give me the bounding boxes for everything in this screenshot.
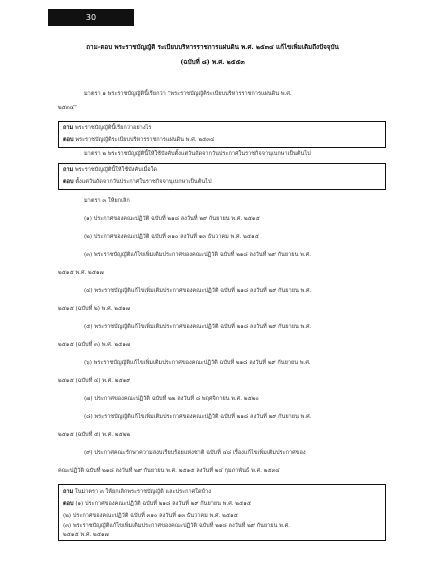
answer-text: ตั้งแต่วันถัดจากวันประกาศในราชกิจจานุเบกษาเป็นต้นไป [75, 179, 212, 185]
answer-text: พระราชบัญญัติระเบียบบริหารราชการแผ่นดิน พ.ศ. ๒๕๓๔ [75, 137, 215, 143]
answer-label: ตอบ [63, 501, 74, 507]
list-item-cont: ๒๕๑๕ (ฉบับที่ ๕) พ.ศ. ๒๕๒๒ [58, 432, 131, 438]
list-item: (๙) ประกาศคณะรักษาความสงบเรียบร้อยแห่งชาติ ฉบับที่ ๔๘ เรื่องแก้ไขเพิ่มเติมประกาศของ [84, 450, 306, 456]
document-title: ถาม-ตอบ พระราชบัญญัติ ระเบียบบริหารราชการแผ่นดิน พ.ศ. ๒๕๓๔ แก้ไขเพิ่มเติมถึงปัจจุบัน [86, 44, 339, 51]
list-item: (๘) พระราชบัญญัติแก้ไขเพิ่มเติมประกาศของคณะปฏิวัติ ฉบับที่ ๒๑๘ ลงวันที่ ๒๙ กันยายน พ.ศ. [84, 414, 312, 420]
list-item: (๓) พระราชบัญญัติแก้ไขเพิ่มเติมประกาศของคณะปฏิวัติ ฉบับที่ ๒๑๘ ลงวันที่ ๒๙ กันยายน พ.ศ. [84, 252, 311, 258]
list-item-cont: ๒๕๑๕ (ฉบับที่ ๔) พ.ศ. ๒๕๑๙ [58, 378, 131, 384]
list-item: (๗) ประกาศของคณะปฏิวัติ ฉบับที่ ๒๒ ลงวันที่ ๘ พฤศจิกายน พ.ศ. ๒๕๒๐ [84, 396, 259, 402]
list-item: (๔) พระราชบัญญัติแก้ไขเพิ่มเติมประกาศของคณะปฏิวัติ ฉบับที่ ๒๑๘ ลงวันที่ ๒๙ กันยายน พ.ศ. [84, 288, 312, 294]
question-line [63, 124, 151, 132]
question-label: ถาม [63, 125, 74, 131]
answer-label: ตอบ [63, 137, 74, 143]
answer-text: (๑) ประกาศของคณะปฏิวัติ ฉบับที่ ๒๑๘ ลงวันที่ ๒๙ กันยายน พ.ศ. ๒๕๑๕ [75, 501, 252, 507]
qa-box-1 [58, 121, 386, 148]
question-line [63, 488, 211, 496]
section-1-text: มาตรา ๑ พระราชบัญญัตินี้เรียกว่า “พระราชบัญญัติระเบียบบริหารราชการแผ่นดิน พ.ศ. [84, 91, 292, 97]
list-item: (๕) พระราชบัญญัติแก้ไขเพิ่มเติมประกาศของคณะปฏิวัติ ฉบับที่ ๒๑๘ ลงวันที่ ๒๙ กันยายน พ.ศ. [84, 324, 312, 330]
answer-line [63, 500, 251, 508]
question-text: พระราชบัญญัตินี้เรียกว่าอย่างไร [75, 125, 152, 131]
question-text: พระราชบัญญัตินี้ให้ใช้บังคับเมื่อใด [75, 167, 158, 173]
list-item-cont: คณะปฏิวัติ ฉบับที่ ๒๑๘ ลงวันที่ ๒๙ กันยายน พ.ศ. ๒๕๑๕ ลงวันที่ ๒๔ กุมภาพันธ์ พ.ศ. ๒๕๓๔ [58, 468, 280, 474]
answer-label: ตอบ [63, 179, 74, 185]
section-3-heading: มาตรา ๓ ให้ยกเลิก [84, 198, 130, 204]
answer-line [63, 136, 214, 144]
question-label: ถาม [63, 489, 74, 495]
qa-box-2 [58, 163, 386, 190]
question-label: ถาม [63, 167, 74, 173]
question-line [63, 166, 157, 174]
list-item: (๑) ประกาศของคณะปฏิวัติ ฉบับที่ ๒๑๘ ลงวันที่ ๒๙ กันยายน พ.ศ. ๒๕๑๕ [84, 216, 260, 222]
list-item: (๖) พระราชบัญญัติแก้ไขเพิ่มเติมประกาศของคณะปฏิวัติ ฉบับที่ ๒๑๘ ลงวันที่ ๒๙ กันยายน พ.ศ. [84, 360, 311, 366]
page-number-badge: 30 [48, 9, 134, 26]
list-item-cont: ๒๕๑๕ (ฉบับที่ ๓) พ.ศ. ๒๕๑๗ [58, 342, 131, 348]
list-item: (๒) ประกาศของคณะปฏิวัติ ฉบับที่ ๓๑๐ ลงวันที่ ๑๓ ธันวาคม พ.ศ. ๒๕๑๕ [84, 234, 259, 240]
answer-item-cont: ๒๕๑๕ พ.ศ. ๒๕๑๗ [63, 532, 109, 538]
answer-item: (๒) ประกาศของคณะปฏิวัติ ฉบับที่ ๓๑๐ ลงวันที่ ๑๓ ธันวาคม พ.ศ. ๒๕๑๕ [63, 513, 238, 519]
document-subtitle: (ฉบับที่ ๘) พ.ศ. ๒๕๕๓ [180, 59, 245, 66]
qa-box-3 [58, 484, 386, 541]
list-item-cont: ๒๕๑๕ (ฉบับที่ ๒) พ.ศ. ๒๕๑๗ [58, 306, 130, 312]
section-1-text-cont: ๒๕๓๔” [58, 105, 77, 111]
answer-line [63, 178, 212, 186]
section-2-text: มาตรา ๒ พระราชบัญญัตินี้ให้ใช้บังคับตั้งแต่วันถัดจากวันประกาศในราชกิจจานุเบกษาเป็นต้นไป [84, 151, 311, 157]
answer-item: (๓) พระราชบัญญัติแก้ไขเพิ่มเติมประกาศของคณะปฏิวัติ ฉบับที่ ๒๑๘ ลงวันที่ ๒๙ กันยายน พ.ศ. [63, 523, 290, 529]
question-text: ในมาตรา ๓ ให้ยกเลิกพระราชบัญญัติ และประกาศใดบ้าง [75, 489, 211, 495]
list-item-cont: ๒๕๑๕ พ.ศ. ๒๕๑๗ [58, 270, 104, 276]
